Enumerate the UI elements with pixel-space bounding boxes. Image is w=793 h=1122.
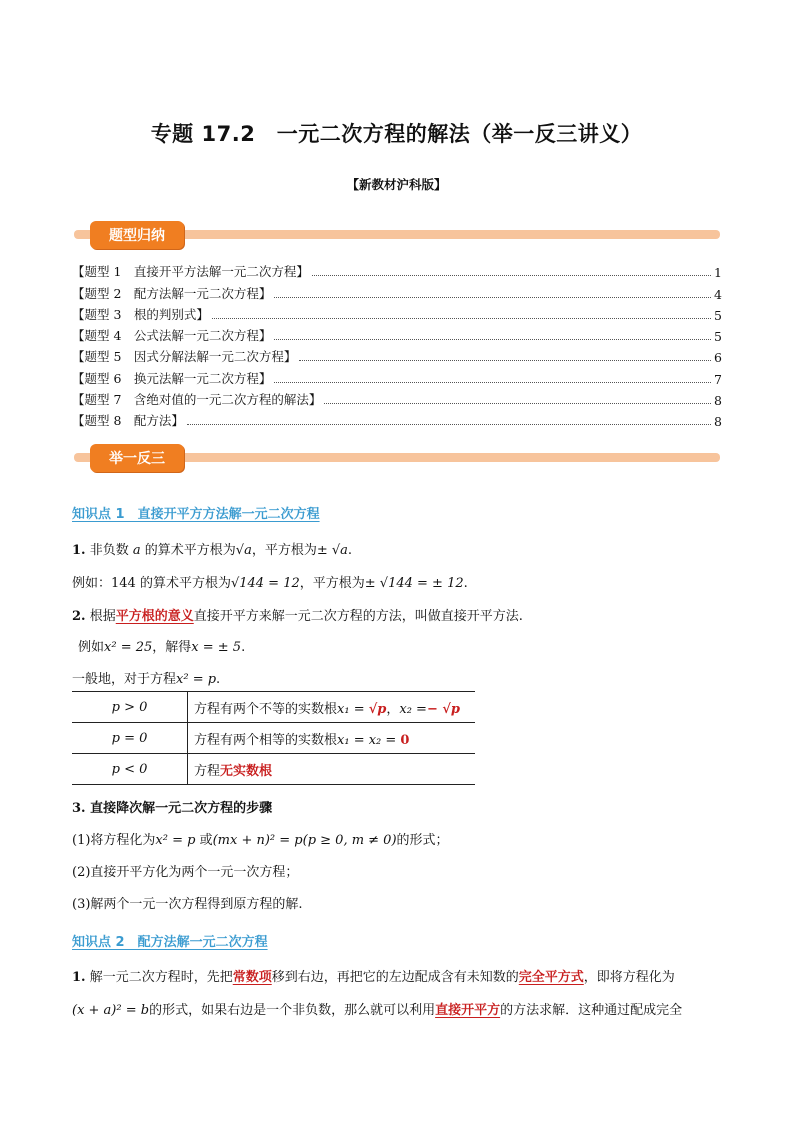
table-of-contents	[72, 259, 722, 429]
kp2-paragraph-1-line-1: 1. 解一元二次方程时，先把常数项移到右边，再把它的左边配成含有未知数的完全平方式，即将方程化为	[72, 970, 675, 985]
toc-item-5[interactable]: 【题型 5 因式分解法解一元二次方程】 6	[72, 349, 722, 366]
root-cases-table	[72, 691, 475, 785]
toc-item-3[interactable]: 【题型 3 根的判别式】 5	[72, 306, 722, 323]
table-row: p = 0 方程有两个相等的实数根x₁ = x₂ = 0	[72, 723, 475, 754]
toc-item-1[interactable]: 【题型 1 直接开平方法解一元二次方程】 1	[72, 264, 722, 281]
knowledge-point-1-heading: 知识点 1 直接开平方方法解一元二次方程	[72, 507, 320, 522]
edition-subtitle: 【新教材沪科版】	[346, 177, 447, 192]
page-title: 专题 17.2 一元二次方程的解法（举一反三讲义）	[150, 122, 643, 146]
toc-item-8[interactable]: 【题型 8 配方法】 8	[72, 413, 722, 430]
kp1-paragraph-1: 1. 非负数 a 的算术平方根为√a，平方根为± √a.	[72, 543, 353, 558]
kp1-paragraph-2: 2. 根据平方根的意义直接开平方来解一元二次方程的方法，叫做直接开平方法.	[72, 609, 523, 624]
toc-item-2[interactable]: 【题型 2 配方法解一元二次方程】 4	[72, 285, 722, 302]
kp1-step-1: (1)将方程化为x² = p 或(mx + n)² = p(p ≥ 0, m ≠ 0)的形式；	[72, 833, 449, 848]
kp1-paragraph-3: 3. 直接降次解一元二次方程的步骤	[72, 801, 273, 816]
section-tag-main: 举一反三	[90, 444, 184, 472]
section-tag-toc: 题型归纳	[90, 221, 184, 249]
kp1-general-case: 一般地，对于方程x² = p.	[72, 672, 221, 687]
toc-item-4[interactable]: 【题型 4 公式法解一元二次方程】 5	[72, 328, 722, 345]
kp1-step-3: (3)解两个一元一次方程得到原方程的解.	[72, 897, 303, 912]
table-row: p > 0 方程有两个不等的实数根x₁ = √p，x₂ =− √p	[72, 692, 475, 723]
knowledge-point-2-heading: 知识点 2 配方法解一元二次方程	[72, 935, 268, 950]
kp2-paragraph-1-line-2: (x + a)² = b的形式，如果右边是一个非负数，那么就可以利用直接开平方的方法求解．这种通过配成完全	[72, 1003, 683, 1018]
kp1-example-1: 例如：144 的算术平方根为√144 = 12，平方根为± √144 = ± 12.	[72, 576, 468, 591]
toc-item-6[interactable]: 【题型 6 换元法解一元二次方程】 7	[72, 370, 722, 387]
kp1-step-2: (2)直接开平方化为两个一元一次方程；	[72, 865, 299, 880]
toc-item-7[interactable]: 【题型 7 含绝对值的一元二次方程的解法】 8	[72, 392, 722, 409]
kp1-example-2: 例如x² = 25，解得x = ± 5.	[78, 640, 246, 655]
table-row: p < 0 方程无实数根	[72, 754, 475, 785]
